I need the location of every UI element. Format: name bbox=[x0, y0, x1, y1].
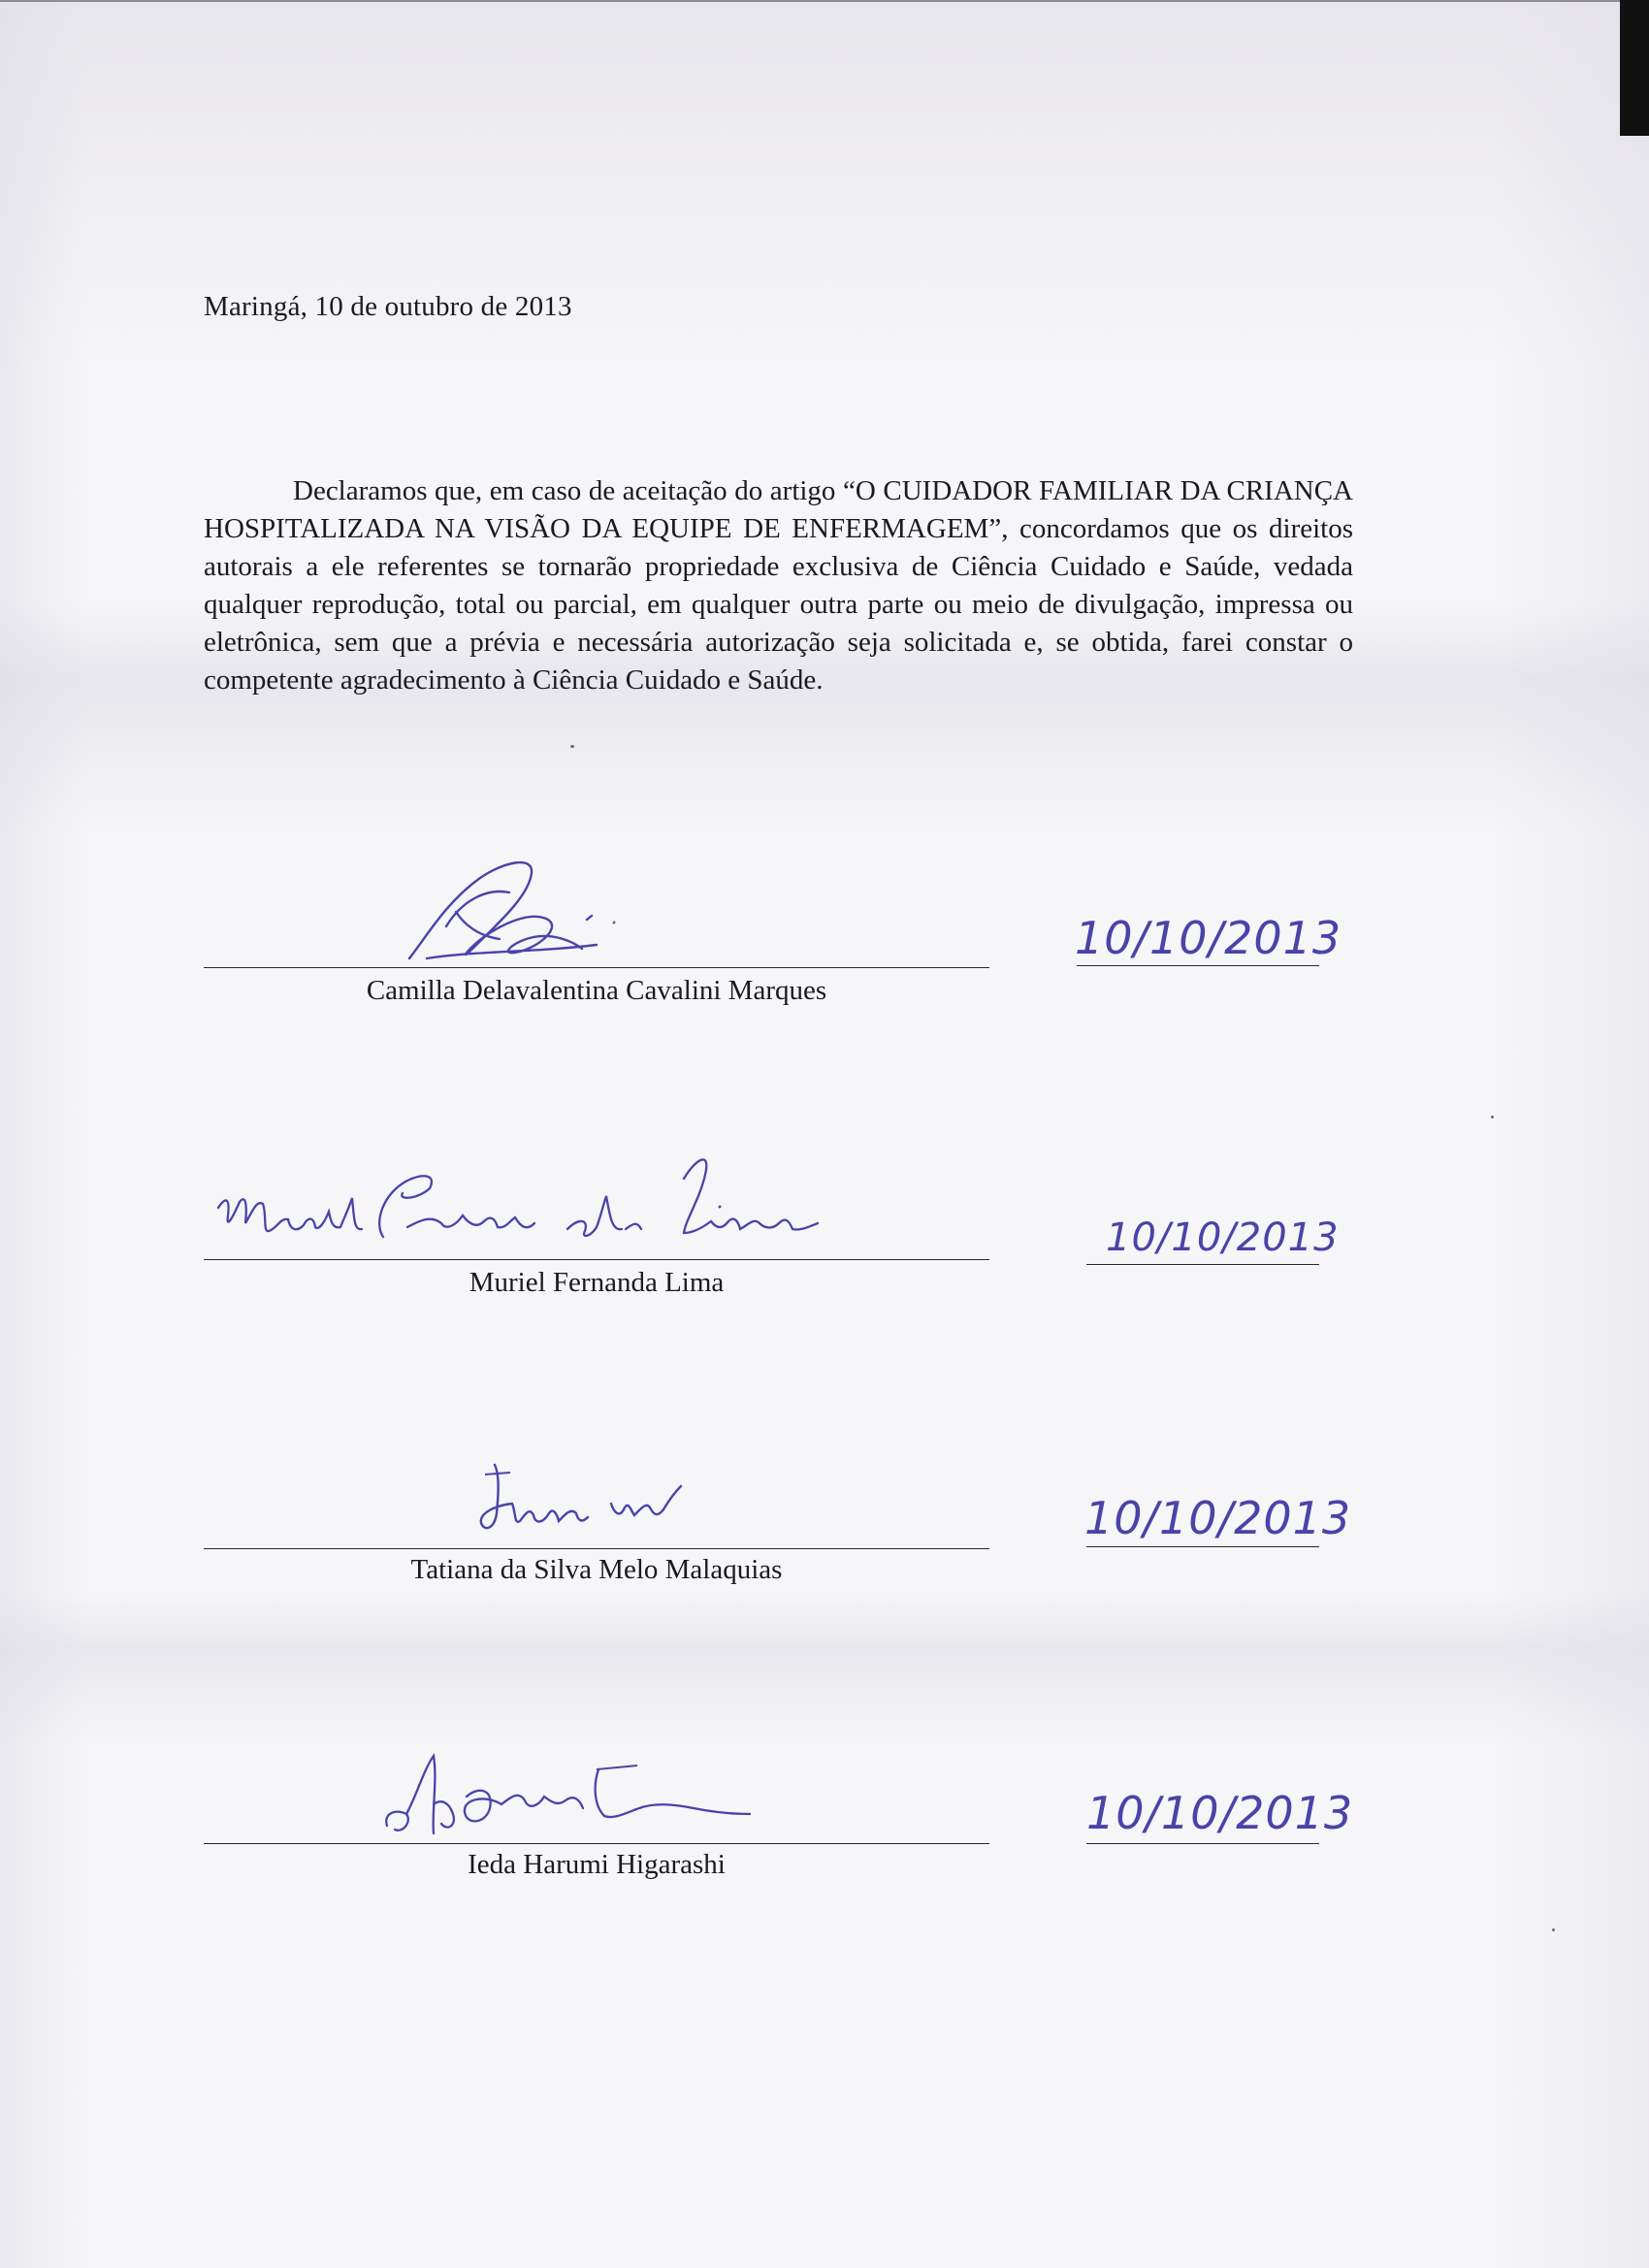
signature-line-2 bbox=[204, 1259, 989, 1260]
signer-name-3: Tatiana da Silva Melo Malaquias bbox=[410, 1554, 783, 1585]
signer-name-4: Ieda Harumi Higarashi bbox=[468, 1849, 726, 1880]
declaration-text: Declaramos que, em caso de aceitação do artigo “O CUIDADOR FAMILIAR DA CRIANÇA HOSPITALIZADA NA VISÃO DA EQUIPE DE ENFERMAGEM”, concordamos que os direitos autorais a ele referentes se tornarão propriedade exclusiva de Ciência Cuidado e Saúde, vedada qualquer reprodução, total ou parcial, em qualquer outra parte ou meio de divulgação, impressa ou eletrônica, sem que a prévia e necessária autorização seja solicitada e, se obtida, farei constar o competente agradecimento à Ciência Cuidado e Saúde. bbox=[204, 475, 1353, 696]
declaration-paragraph bbox=[204, 472, 1353, 699]
signature-line-3 bbox=[204, 1548, 989, 1549]
place-date: Maringá, 10 de outubro de 2013 bbox=[204, 291, 572, 322]
date-underline-3 bbox=[1086, 1546, 1319, 1547]
signature-2-handwriting bbox=[199, 1140, 858, 1266]
signer-block-2 bbox=[0, 1140, 1649, 1298]
date-underline-1 bbox=[1077, 965, 1319, 966]
signature-line-4 bbox=[204, 1843, 989, 1844]
scan-edge-strip bbox=[1620, 0, 1649, 136]
scan-speck bbox=[1491, 1116, 1494, 1118]
scan-speck bbox=[570, 745, 574, 748]
signature-1-handwriting bbox=[388, 844, 621, 980]
handwritten-date-2: 10/10/2013 bbox=[1106, 1215, 1340, 1260]
handwritten-date-3: 10/10/2013 bbox=[1084, 1492, 1352, 1544]
signature-line-1 bbox=[204, 967, 989, 968]
signature-3-handwriting bbox=[456, 1445, 708, 1552]
signer-block-3 bbox=[0, 1445, 1649, 1591]
signature-4-handwriting bbox=[373, 1736, 761, 1853]
signer-block-4 bbox=[0, 1736, 1649, 1882]
signer-name-2: Muriel Fernanda Lima bbox=[469, 1267, 725, 1298]
top-edge-rule bbox=[0, 0, 1649, 2]
handwritten-date-4: 10/10/2013 bbox=[1086, 1787, 1354, 1839]
handwritten-date-1: 10/10/2013 bbox=[1075, 912, 1342, 964]
signer-name-1: Camilla Delavalentina Cavalini Marques bbox=[366, 975, 827, 1006]
signer-block-1 bbox=[0, 844, 1649, 1006]
date-underline-2 bbox=[1086, 1264, 1319, 1265]
scan-speck bbox=[1552, 1928, 1555, 1931]
date-underline-4 bbox=[1086, 1843, 1319, 1844]
